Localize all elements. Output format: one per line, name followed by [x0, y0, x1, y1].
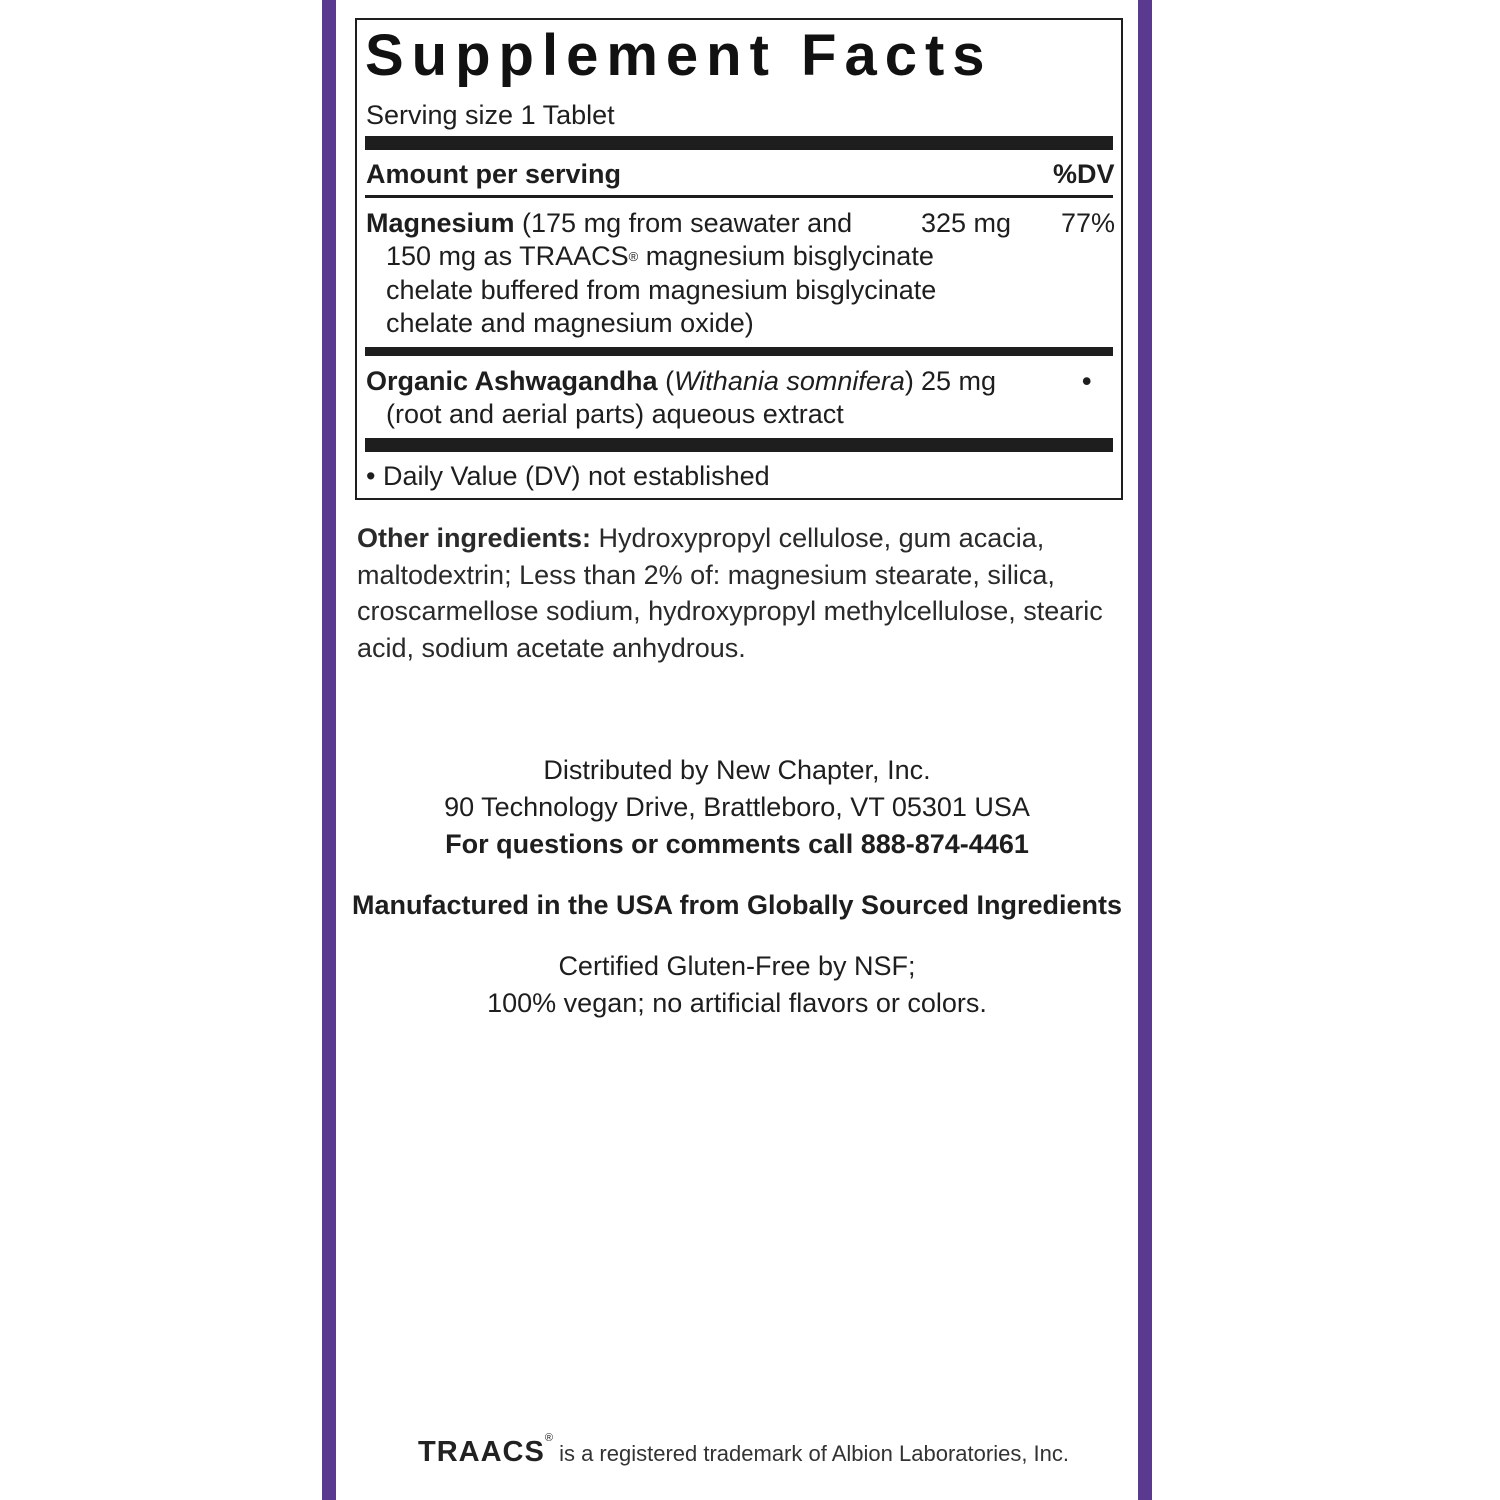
magnesium-dv: 77% [1061, 208, 1116, 238]
registered-mark: ® [628, 249, 639, 264]
ashwagandha-open-paren: ( [657, 366, 675, 396]
other-ingredients-label: Other ingredients: [357, 523, 592, 553]
distributor-address: 90 Technology Drive, Brattleboro, VT 05301 USA [444, 792, 1030, 822]
distributor-line1: Distributed by New Chapter, Inc. [543, 755, 931, 785]
magnesium-desc2a: 150 mg as TRAACS [386, 241, 629, 271]
magnesium-amount: 325 mg [921, 208, 1012, 238]
amount-per-serving-header: Amount per serving [366, 159, 622, 189]
ashwagandha-latin-name: Withania somnifera [674, 366, 905, 396]
ashwagandha-name: Organic Ashwagandha [366, 366, 658, 396]
magnesium-desc1: (175 mg from seawater and [514, 208, 853, 238]
trademark-registered-mark: ® [544, 1432, 553, 1444]
magnesium-name: Magnesium [366, 208, 515, 238]
manufactured-statement: Manufactured in the USA from Globally Sourced Ingredients [351, 890, 1123, 920]
trademark-notice [418, 1432, 1069, 1469]
magnesium-line3: chelate buffered from magnesium bisglycinate [386, 275, 937, 305]
trademark-text: is a registered trademark of Albion Laboratories, Inc. [552, 1441, 1069, 1466]
dv-header: %DV [1053, 159, 1115, 189]
other-ingredients [357, 520, 1107, 666]
certification-line2: 100% vegan; no artificial flavors or colors. [487, 988, 987, 1018]
ashwagandha-dv: • [1082, 366, 1092, 396]
ashwagandha-line2: (root and aerial parts) aqueous extract [386, 399, 844, 429]
thin-divider [365, 195, 1113, 198]
traacs-logo: TRAACS [418, 1436, 545, 1468]
thick-divider-bottom [365, 438, 1113, 452]
ashwagandha-close-paren: ) [904, 366, 914, 396]
certification-line1: Certified Gluten-Free by NSF; [558, 951, 916, 981]
dv-footnote: • Daily Value (DV) not established [366, 461, 770, 491]
contact-phone: For questions or comments call 888-874-4461 [445, 829, 1029, 859]
magnesium-line4: chelate and magnesium oxide) [386, 308, 754, 338]
ashwagandha-amount: 25 mg [921, 366, 997, 396]
other-ingredients-text: Hydroxypropyl cellulose, gum acacia, maltodextrin; Less than 2% of: magnesium stearate, silica, croscarmellose sodium, hydroxypropyl methylcellulose, stearic acid, sodium acetate anhydrous. [357, 523, 1103, 663]
medium-divider [365, 347, 1113, 356]
ashwagandha-line1 [366, 365, 914, 398]
magnesium-desc2b: magnesium bisglycinate [638, 241, 934, 271]
serving-size: Serving size 1 Tablet [366, 100, 615, 130]
supplement-facts-title: Supplement Facts [365, 23, 993, 88]
magnesium-line1 [366, 207, 852, 240]
magnesium-line2 [386, 240, 934, 273]
thick-divider-top [365, 136, 1113, 150]
